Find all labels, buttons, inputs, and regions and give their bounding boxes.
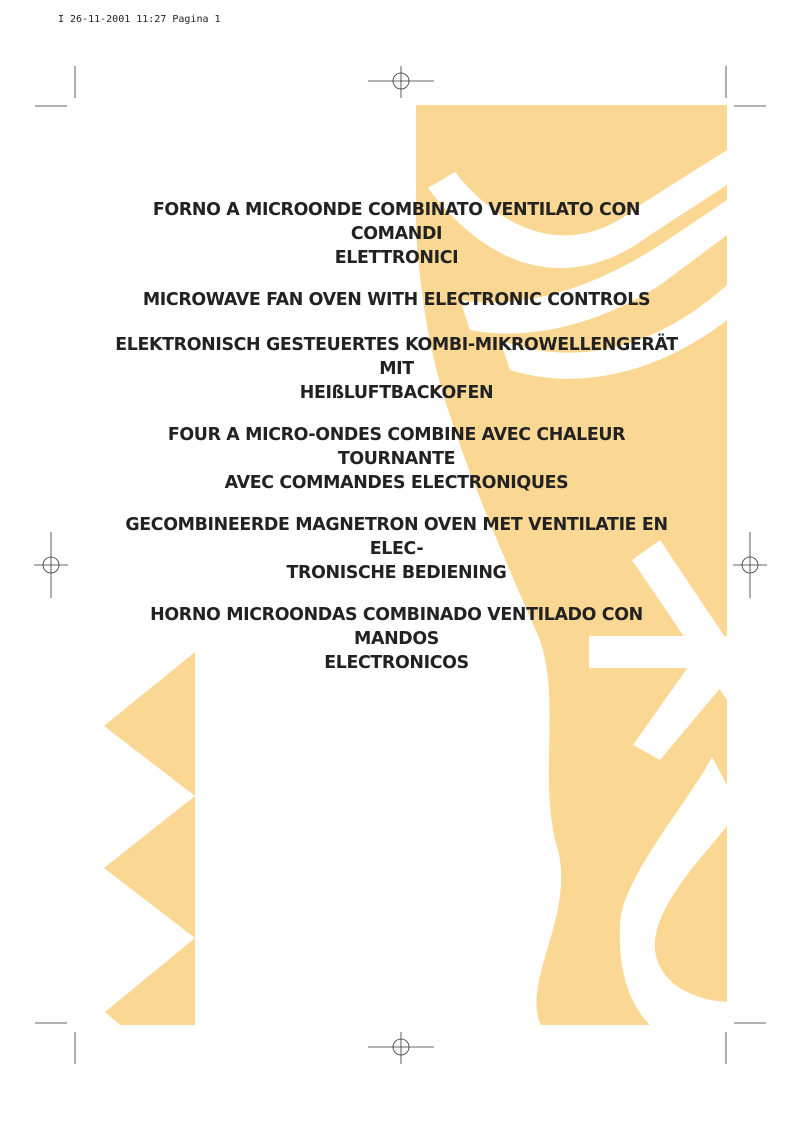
registration-mark-bottom xyxy=(368,1032,434,1064)
print-date: 26-11-2001 xyxy=(70,14,131,25)
registration-mark-right xyxy=(733,532,767,598)
title-dutch: GECOMBINEERDE MAGNETRON OVEN MET VENTILATIE EN ELEC- TRONISCHE BEDIENING xyxy=(125,515,668,583)
page-number: 1 xyxy=(214,14,221,25)
registration-mark-left xyxy=(34,532,68,598)
title-block xyxy=(110,198,683,693)
title-french: FOUR A MICRO-ONDES COMBINE AVEC CHALEUR TOURNANTE AVEC COMMANDES ELECTRONIQUES xyxy=(167,425,626,493)
title-italian: FORNO A MICROONDE COMBINATO VENTILATO CON COMANDI ELETTRONICI xyxy=(152,200,641,268)
title-german: ELEKTRONISCH GESTEUERTES KOMBI-MIKROWELLENGERÄT MIT HEIßLUFTBACKOFEN xyxy=(115,335,678,403)
page-label: Pagina xyxy=(172,14,209,25)
plate-code: I xyxy=(58,14,65,25)
print-time: 11:27 xyxy=(136,14,167,25)
registration-mark-top xyxy=(368,66,434,98)
title-spanish: HORNO MICROONDAS COMBINADO VENTILADO CON MANDOS ELECTRONICOS xyxy=(150,605,643,673)
title-english: MICROWAVE FAN OVEN WITH ELECTRONIC CONTROLS xyxy=(142,290,651,310)
zigzag-decoration xyxy=(104,652,195,1025)
